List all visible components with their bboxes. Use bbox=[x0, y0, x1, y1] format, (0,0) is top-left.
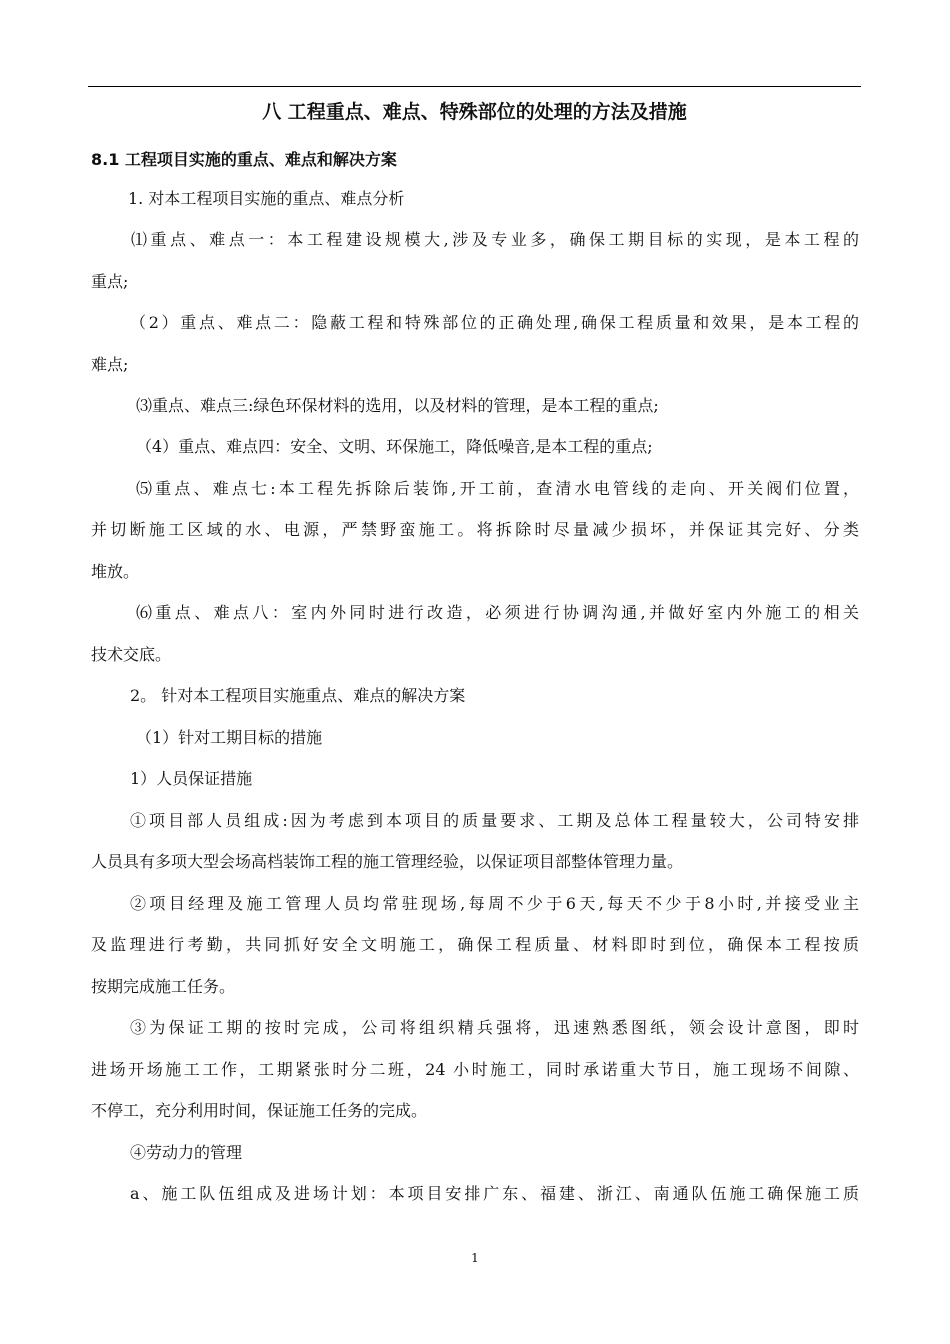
paragraph-line: 2。 针对本工程项目实施重点、难点的解决方案 bbox=[130, 686, 466, 705]
paragraph-line: 并切断施工区域的水、电源，严禁野蛮施工。将拆除时尽量减少损坏，并保证其完好、分类 bbox=[91, 520, 859, 539]
section-heading: 8.1 工程项目实施的重点、难点和解决方案 bbox=[91, 150, 397, 169]
paragraph-line: 堆放。 bbox=[91, 562, 140, 581]
paragraph-line: ⑴重点、难点一：本工程建设规模大,涉及专业多，确保工期目标的实现，是本工程的 bbox=[131, 230, 859, 249]
paragraph-line: 及监理进行考勤，共同抓好安全文明施工，确保工程质量、材料即时到位，确保本工程按质 bbox=[91, 935, 859, 954]
paragraph-line: 进场开场施工工作，工期紧张时分二班，24 小时施工，同时承诺重大节日，施工现场不间隙、 bbox=[91, 1060, 859, 1079]
paragraph-line: 不停工，充分利用时间，保证施工任务的完成。 bbox=[91, 1101, 428, 1120]
paragraph-line: ①项目部人员组成:因为考虑到本项目的质量要求、工期及总体工程量较大，公司特安排 bbox=[130, 811, 859, 830]
paragraph-line: ②项目经理及施工管理人员均常驻现场,每周不少于6天,每天不少于8小时,并接受业主 bbox=[130, 894, 859, 913]
header-rule bbox=[88, 86, 861, 87]
paragraph-line: （4）重点、难点四：安全、文明、环保施工，降低噪音,是本工程的重点; bbox=[136, 437, 653, 456]
paragraph-line: a、施工队伍组成及进场计划：本项目安排广东、福建、浙江、南通队伍施工确保施工质 bbox=[130, 1184, 859, 1203]
paragraph-line: 技术交底。 bbox=[91, 645, 172, 664]
paragraph-line: 重点; bbox=[91, 272, 129, 291]
paragraph-line: （2）重点、难点二：隐蔽工程和特殊部位的正确处理,确保工程质量和效果，是本工程的 bbox=[130, 313, 859, 332]
paragraph-line: ④劳动力的管理 bbox=[130, 1143, 243, 1162]
page-number: 1 bbox=[471, 1251, 479, 1265]
paragraph-line: 1. 对本工程项目实施的重点、难点分析 bbox=[128, 189, 405, 208]
page-title: 八 工程重点、难点、特殊部位的处理的方法及措施 bbox=[262, 101, 687, 123]
paragraph-line: ③为保证工期的按时完成，公司将组织精兵强将，迅速熟悉图纸，领会设计意图，即时 bbox=[130, 1018, 859, 1037]
paragraph-line: 难点; bbox=[91, 355, 129, 374]
paragraph-line: ⑸重点、难点七:本工程先拆除后装饰,开工前，查清水电管线的走向、开关阀们位置， bbox=[136, 479, 859, 498]
paragraph-line: ⑹重点、难点八：室内外同时进行改造，必须进行协调沟通,并做好室内外施工的相关 bbox=[136, 603, 859, 622]
paragraph-line: 按期完成施工任务。 bbox=[91, 977, 236, 996]
paragraph-line: （1）针对工期目标的措施 bbox=[136, 728, 323, 747]
paragraph-line: 人员具有多项大型会场高档装饰工程的施工管理经验，以保证项目部整体管理力量。 bbox=[91, 852, 684, 871]
paragraph-line: ⑶重点、难点三:绿色环保材料的选用，以及材料的管理，是本工程的重点; bbox=[136, 396, 659, 415]
paragraph-line: 1）人员保证措施 bbox=[130, 769, 253, 788]
